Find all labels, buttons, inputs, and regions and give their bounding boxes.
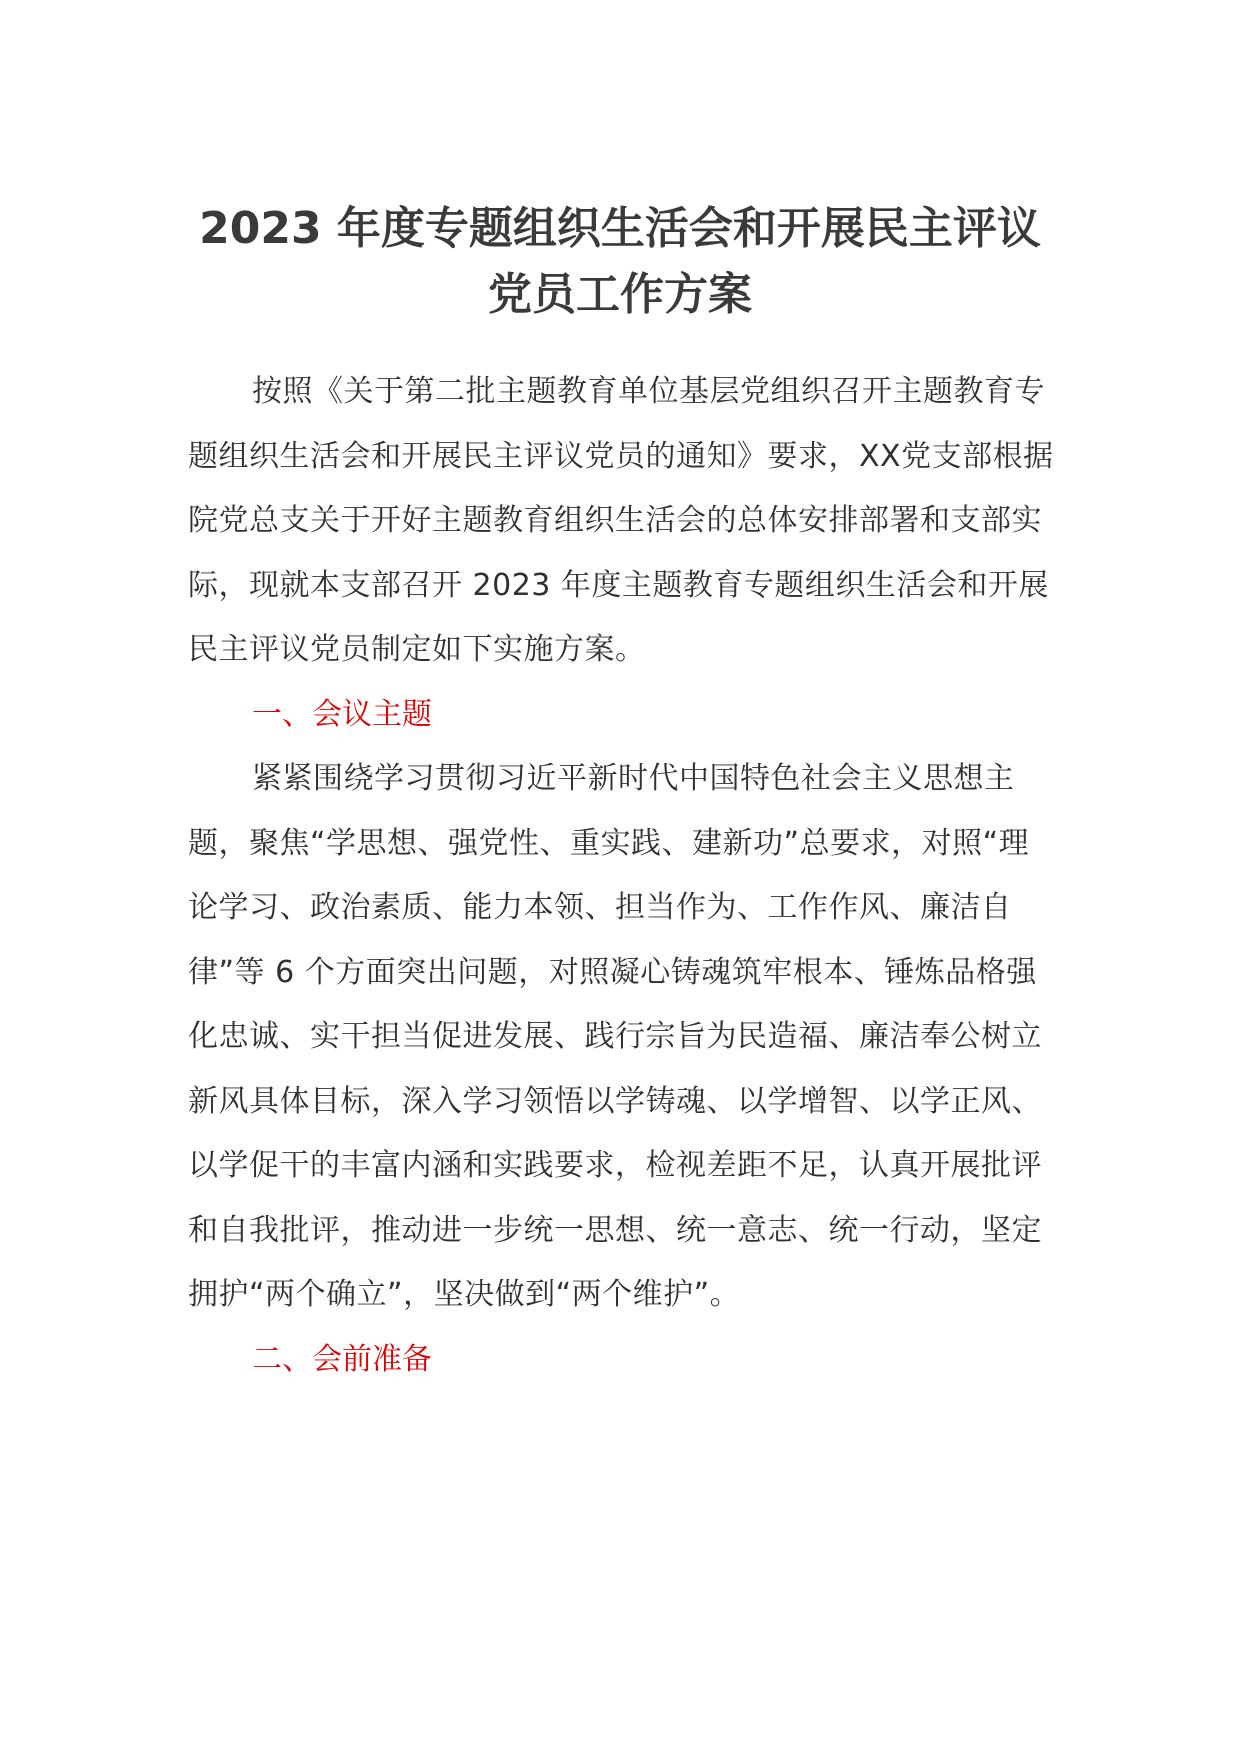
document-title xyxy=(0,196,1240,328)
intro-paragraph: 按照《关于第二批主题教育单位基层党组织召开主题教育专题组织生活会和开展民主评议党员的通知》要求，XX党支部根据院党总支关于开好主题教育组织生活会的总体安排部署和支部实际，现就本支部召开 2023 年度主题教育专题组织生活会和开展民主评议党员制定如下实施方案。 xyxy=(188,374,1054,667)
document-body xyxy=(188,360,1054,1392)
title-line-2: 党员工作方案 xyxy=(488,269,752,320)
title-line-1: 2023 年度专题组织生活会和开展民主评议 xyxy=(199,203,1041,254)
section-heading-meeting-theme: 一、会议主题 xyxy=(252,696,432,732)
section-paragraph-meeting-theme: 紧紧围绕学习贯彻习近平新时代中国特色社会主义思想主题，聚焦“学思想、强党性、重实践、建新功”总要求，对照“理论学习、政治素质、能力本领、担当作为、工作作风、廉洁自律”等 6 个方面突出问题，对照凝心铸魂筑牢根本、锤炼品格强化忠诚、实干担当促进发展、践行宗旨为民造福、廉洁奉公树立新风具体目标，深入学习领悟以学铸魂、以学增智、以学正风、以学促干的丰富内涵和实践要求，检视差距不足，认真开展批评和自我批评，推动进一步统一思想、统一意志、统一行动，坚定拥护“两个确立”，坚决做到“两个维护”。 xyxy=(188,761,1042,1312)
section-heading-preparation: 二、会前准备 xyxy=(252,1341,432,1377)
